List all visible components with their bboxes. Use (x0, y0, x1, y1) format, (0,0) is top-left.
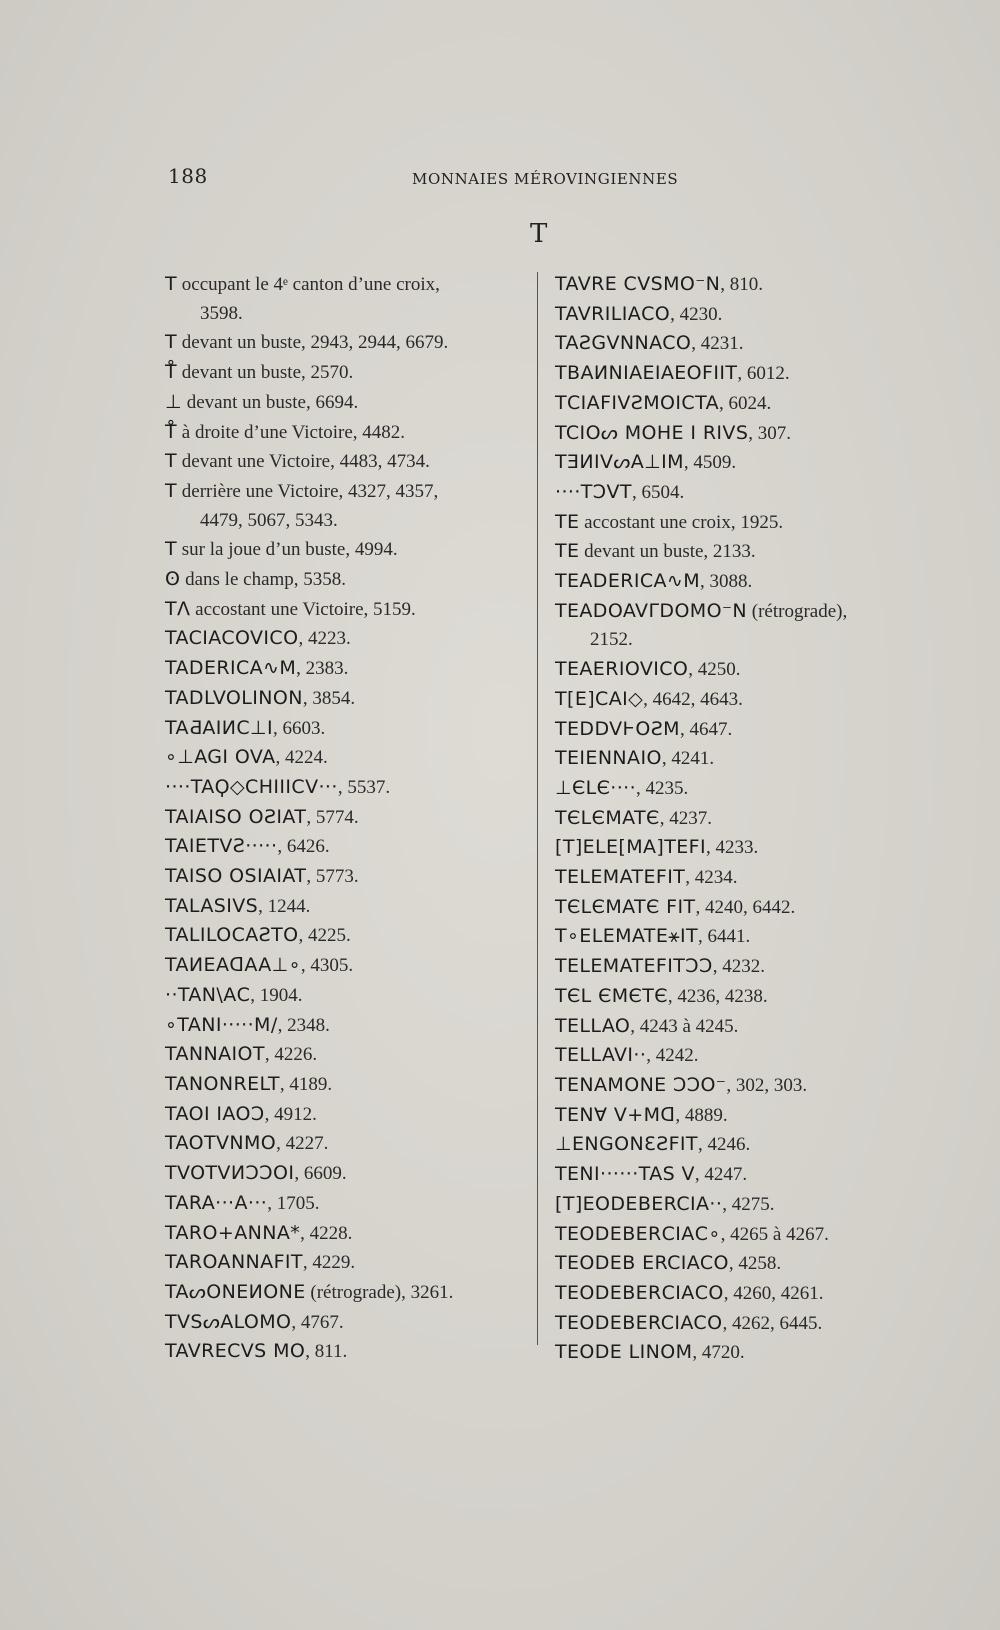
entry-text: , 4258. (728, 1253, 782, 1275)
index-entry (555, 1220, 925, 1250)
index-entry (555, 1041, 925, 1071)
index-entry (165, 1011, 525, 1041)
index-entry (555, 655, 925, 685)
entry-legend: TE (555, 510, 580, 533)
index-entry (165, 803, 525, 833)
index-entry (165, 921, 525, 951)
entry-legend: ⊥ENGONƐƧFIT (555, 1133, 698, 1156)
entry-text: , 6024. (719, 392, 772, 414)
entry-text: devant un buste, 2943, 2944, 6679. (177, 332, 449, 354)
entry-text: , 4241. (661, 748, 715, 770)
entry-text: , 4233. (706, 837, 759, 859)
index-entry (165, 981, 525, 1011)
entry-legend: TAIAISO OƧIAT (165, 805, 307, 828)
entry-legend: TADERICA∿M (165, 657, 297, 680)
entry-text: , 4243 à 4245. (630, 1015, 739, 1037)
entry-legend: TEAERIOVICO (555, 658, 689, 681)
entry-text: accostant une croix, 1925. (579, 511, 784, 533)
entry-text: , 4265 à 4267. (720, 1223, 829, 1245)
entry-legend: T∘ELEMATE⚹IT (555, 925, 699, 948)
right-column (555, 270, 925, 1368)
entry-legend: TΛ (165, 597, 191, 620)
entry-text: , 307. (748, 422, 792, 444)
entry-legend: TADLVOLINON (165, 686, 303, 709)
entry-text: , 5537. (337, 776, 391, 798)
entry-text: , 4260, 4261. (723, 1282, 824, 1304)
index-entry (555, 389, 925, 419)
index-entry (555, 448, 925, 478)
entry-continuation: 2152. (590, 629, 633, 651)
entry-legend: T (165, 538, 178, 561)
index-entry (165, 328, 525, 358)
entry-legend: TAVRILIAⅭO (555, 302, 671, 325)
entry-text: , 4889. (675, 1104, 728, 1126)
index-entry (555, 567, 925, 597)
entry-text: , 1705. (267, 1192, 320, 1214)
index-entry (555, 1249, 925, 1279)
index-entry (555, 804, 925, 834)
entry-legend: TⅭIAFIVƧMOIⅭTA (555, 391, 720, 414)
entry-legend: TAИEAᗡAA⊥∘ (165, 954, 301, 977)
index-entry (555, 744, 925, 774)
entry-legend: TAƋAIИⅭ⊥I (165, 716, 273, 739)
running-head: MONNAIES MÉROVINGIENNES (412, 170, 679, 188)
entry-text: , 4228. (300, 1222, 353, 1244)
entry-text: dans le champ, 5358. (180, 569, 347, 591)
page-number: 188 (168, 164, 208, 188)
index-entry (165, 1100, 525, 1130)
index-entry (165, 832, 525, 862)
entry-text: , 4275. (722, 1193, 775, 1215)
index-entry (165, 1189, 525, 1219)
index-entry (165, 358, 525, 388)
index-entry (165, 743, 525, 773)
entry-legend: TЄLЄMATЄ FIT (555, 895, 696, 918)
entry-text: , 4226. (264, 1044, 318, 1066)
index-entry (165, 447, 525, 477)
entry-legend: TEODEBERⅭIAⅭO (555, 1281, 724, 1304)
index-entry (555, 1012, 925, 1042)
entry-text: , 4225. (298, 925, 351, 947)
entry-legend: TЄL ЄMЄTЄ (555, 984, 668, 1007)
index-entry (165, 1159, 525, 1189)
entry-legend: TAISO OSIAIAT (165, 865, 307, 888)
entry-text: sur la joue d’un buste, 4994. (177, 539, 398, 561)
entry-text: (rétrograde), 3261. (305, 1281, 454, 1303)
index-entry (555, 952, 925, 982)
entry-legend: TARA···A··· (165, 1191, 268, 1214)
index-entry (165, 654, 525, 684)
entry-legend: TELLAO (555, 1014, 631, 1037)
entry-text: à droite d’une Victoire, 4482. (177, 421, 406, 443)
entry-legend: TELLAVI·· (555, 1044, 647, 1067)
entry-text: , 5773. (306, 866, 359, 888)
index-entry (165, 535, 525, 565)
index-entry (165, 892, 525, 922)
entry-text: devant un buste, 6694. (181, 391, 359, 413)
entry-legend: ····TAϘ◇ⅭHIIIⅭV··· (165, 775, 338, 798)
index-entry (165, 418, 525, 448)
index-entry (555, 922, 925, 952)
entry-legend: TEDDVⱵOƧM (555, 717, 680, 740)
entry-legend: TAIETVƧ····· (165, 835, 278, 858)
index-entry (555, 1190, 925, 1220)
entry-text: , 4236, 4238. (667, 985, 768, 1007)
entry-text: , 1904. (250, 984, 303, 1006)
entry-text: , 811. (305, 1341, 348, 1363)
entry-text: , 6609. (294, 1163, 347, 1185)
section-letter: T (530, 219, 548, 249)
index-entry (555, 982, 925, 1012)
index-entry (165, 1219, 525, 1249)
entry-legend: [T]ELE[MA]TEFI (555, 836, 706, 859)
entry-legend: TEADOAVΓDOMO⁻N (555, 599, 748, 622)
entry-text: , 4230. (670, 303, 723, 325)
index-entry (555, 508, 925, 538)
entry-legend: TARO+ANNA* (165, 1221, 301, 1244)
entry-legend: TENI······TAS V (555, 1163, 695, 1186)
index-entry (165, 388, 525, 418)
entry-legend: ∘⊥AGI OVA (165, 746, 276, 769)
entry-text: , 4237. (659, 807, 712, 829)
index-entry (165, 714, 525, 744)
entry-text: devant un buste, 2570. (177, 362, 354, 384)
entry-legend: TЄLЄMATЄ (555, 806, 660, 829)
index-entry (165, 1308, 525, 1338)
index-entry (555, 715, 925, 745)
entry-text: , 5774. (306, 806, 359, 828)
entry-legend: TVSᔕALOMO (165, 1310, 292, 1333)
entry-legend: T (165, 273, 178, 295)
entry-text: , 4647. (679, 718, 733, 740)
index-entry (165, 1248, 525, 1278)
entry-legend: TCIOᔕ MOHE I RIVS (555, 421, 749, 444)
entry-legend: TELEMATEFIT (555, 866, 686, 889)
entry-legend: ʘ (165, 568, 181, 591)
entry-legend: TAƧGVNNACO (555, 332, 692, 355)
entry-text: , 4235. (636, 777, 689, 799)
entry-continuation: 3598. (200, 302, 243, 324)
entry-text: , 4189. (279, 1073, 333, 1095)
index-entry (165, 1278, 525, 1308)
entry-text: devant une Victoire, 4483, 4734. (177, 451, 430, 473)
entry-legend: TAOI IAOƆ (165, 1102, 265, 1125)
index-entry (555, 1160, 925, 1190)
index-entry (555, 537, 925, 567)
entry-legend: TEODEB ERCIACO (555, 1252, 729, 1275)
entry-legend: TALASIVS (165, 894, 259, 917)
index-entry (555, 300, 925, 330)
index-entry (165, 684, 525, 714)
index-entry (555, 1309, 925, 1339)
entry-text: , 4231. (691, 333, 744, 355)
entry-legend: ∘TANI·····M/ (165, 1013, 278, 1036)
entry-legend: T̊ (165, 420, 178, 443)
entry-legend: TANONRELT (165, 1072, 280, 1095)
index-entry (555, 419, 925, 449)
entry-legend: TVOTVИƆƆOI (165, 1162, 295, 1185)
index-entry (555, 329, 925, 359)
entry-text: , 4227. (276, 1133, 329, 1155)
entry-text: , 4509. (683, 452, 737, 474)
index-entry (555, 597, 925, 655)
entry-legend: [T]EODEBERCIA·· (555, 1192, 723, 1215)
entry-legend: TEODEBERⅭIAⅭ∘ (555, 1222, 721, 1245)
entry-legend: TAOTVNMO (165, 1132, 277, 1155)
entry-text: , 4912. (264, 1103, 317, 1125)
entry-text: accostant une Victoire, 5159. (190, 598, 416, 620)
entry-legend: T (165, 479, 178, 502)
entry-legend: T (165, 331, 178, 354)
index-entry (555, 1279, 925, 1309)
entry-legend: ····TƆVT (555, 480, 632, 503)
index-entry (555, 893, 925, 923)
index-entry (555, 833, 925, 863)
entry-legend: TEODEBERCIACO (555, 1311, 723, 1334)
entry-legend: TAVREⅭVS MO (165, 1340, 306, 1363)
entry-legend: TEADERICA∿M (555, 570, 701, 593)
entry-legend: T̊ (165, 361, 178, 384)
entry-text: , 4247. (694, 1164, 748, 1186)
index-entry (555, 685, 925, 715)
entry-text: , 6441. (698, 926, 751, 948)
entry-text: , 4234. (685, 867, 738, 889)
index-entry (165, 477, 525, 535)
entry-text: , 4224. (275, 747, 328, 769)
entry-text: , 1244. (258, 895, 311, 917)
entry-legend: TAᔕONEИONE (165, 1280, 306, 1303)
index-entry (165, 595, 525, 625)
index-entry (555, 478, 925, 508)
entry-legend: TANNAIOT (165, 1043, 265, 1066)
index-entry (555, 1130, 925, 1160)
entry-text: , 4250. (688, 659, 741, 681)
index-entry (165, 862, 525, 892)
entry-text: (rétrograde), (747, 600, 848, 622)
index-entry (165, 1129, 525, 1159)
index-entry (165, 951, 525, 981)
index-entry (165, 1337, 525, 1367)
entry-legend: TEODE LINOM (555, 1341, 693, 1364)
left-column (165, 270, 525, 1367)
entry-text: , 4229. (302, 1252, 356, 1274)
entry-legend: TENAMONE ƆƆO⁻ (555, 1073, 727, 1096)
index-entry (555, 774, 925, 804)
entry-text: , 6603. (273, 717, 326, 739)
index-entry (165, 1040, 525, 1070)
entry-text: , 2383. (296, 658, 349, 680)
entry-text: , 4232. (712, 956, 766, 978)
entry-legend: ⊥ЄLЄ···· (555, 776, 637, 799)
index-entry (555, 1338, 925, 1368)
entry-legend: TELEMATEFITƆƆ (555, 955, 713, 978)
index-entry (555, 270, 925, 300)
entry-legend: TAVRE ⅭVSMO⁻N (555, 273, 721, 295)
index-entry (165, 624, 525, 654)
entry-text: derrière une Victoire, 4327, 4357, (177, 480, 439, 502)
entry-text: devant un buste, 2133. (579, 541, 756, 563)
index-entry (165, 270, 525, 328)
entry-legend: T (165, 450, 178, 473)
index-entry (165, 1070, 525, 1100)
entry-text: , 6426. (277, 836, 330, 858)
entry-legend: TAROANNAFIT (165, 1251, 303, 1274)
entry-text: , 4720. (692, 1342, 745, 1364)
column-divider (537, 272, 538, 1345)
entry-text: , 6504. (631, 481, 685, 503)
entry-text: , 4240, 6442. (695, 896, 796, 918)
entry-text: , 6012. (737, 363, 790, 385)
entry-text: , 4305. (300, 955, 354, 977)
entry-text: , 4223. (298, 628, 351, 650)
entry-text: , 2348. (277, 1014, 330, 1036)
entry-text: , 3088. (700, 571, 753, 593)
index-entry (165, 773, 525, 803)
entry-text: , 4262, 6445. (722, 1312, 823, 1334)
index-entry (555, 359, 925, 389)
index-entry (165, 565, 525, 595)
entry-legend: TACIACOVICO (165, 627, 299, 650)
index-entry (555, 1101, 925, 1131)
entry-text: , 4767. (291, 1311, 344, 1333)
entry-text: , 4642, 4643. (643, 688, 743, 710)
entry-legend: TEIENNAIO (555, 747, 662, 770)
entry-continuation: 4479, 5067, 5343. (200, 509, 338, 531)
entry-legend: TENⱯ V+Mᗡ (555, 1103, 676, 1126)
entry-legend: TE (555, 540, 580, 563)
entry-text: , 810. (720, 274, 764, 295)
entry-text: , 3854. (302, 687, 356, 709)
entry-legend: ⊥ (165, 390, 182, 413)
entry-legend: TALILOCAƧTO (165, 924, 299, 947)
entry-text: occupant le 4ᵉ canton d’une croix, (177, 274, 440, 295)
entry-text: , 4246. (697, 1134, 751, 1156)
entry-legend: TBAИNIAEIAEOFIIT (555, 362, 738, 385)
entry-legend: TƎИIVᔕA⊥IM (555, 451, 684, 474)
index-entry (555, 863, 925, 893)
entry-text: , 302, 303. (726, 1074, 808, 1096)
entry-legend: ··TAN\AⅭ (165, 983, 251, 1006)
index-entry (555, 1071, 925, 1101)
entry-text: , 4242. (646, 1045, 699, 1067)
entry-legend: T[E]ⅭAI◇ (555, 687, 644, 710)
